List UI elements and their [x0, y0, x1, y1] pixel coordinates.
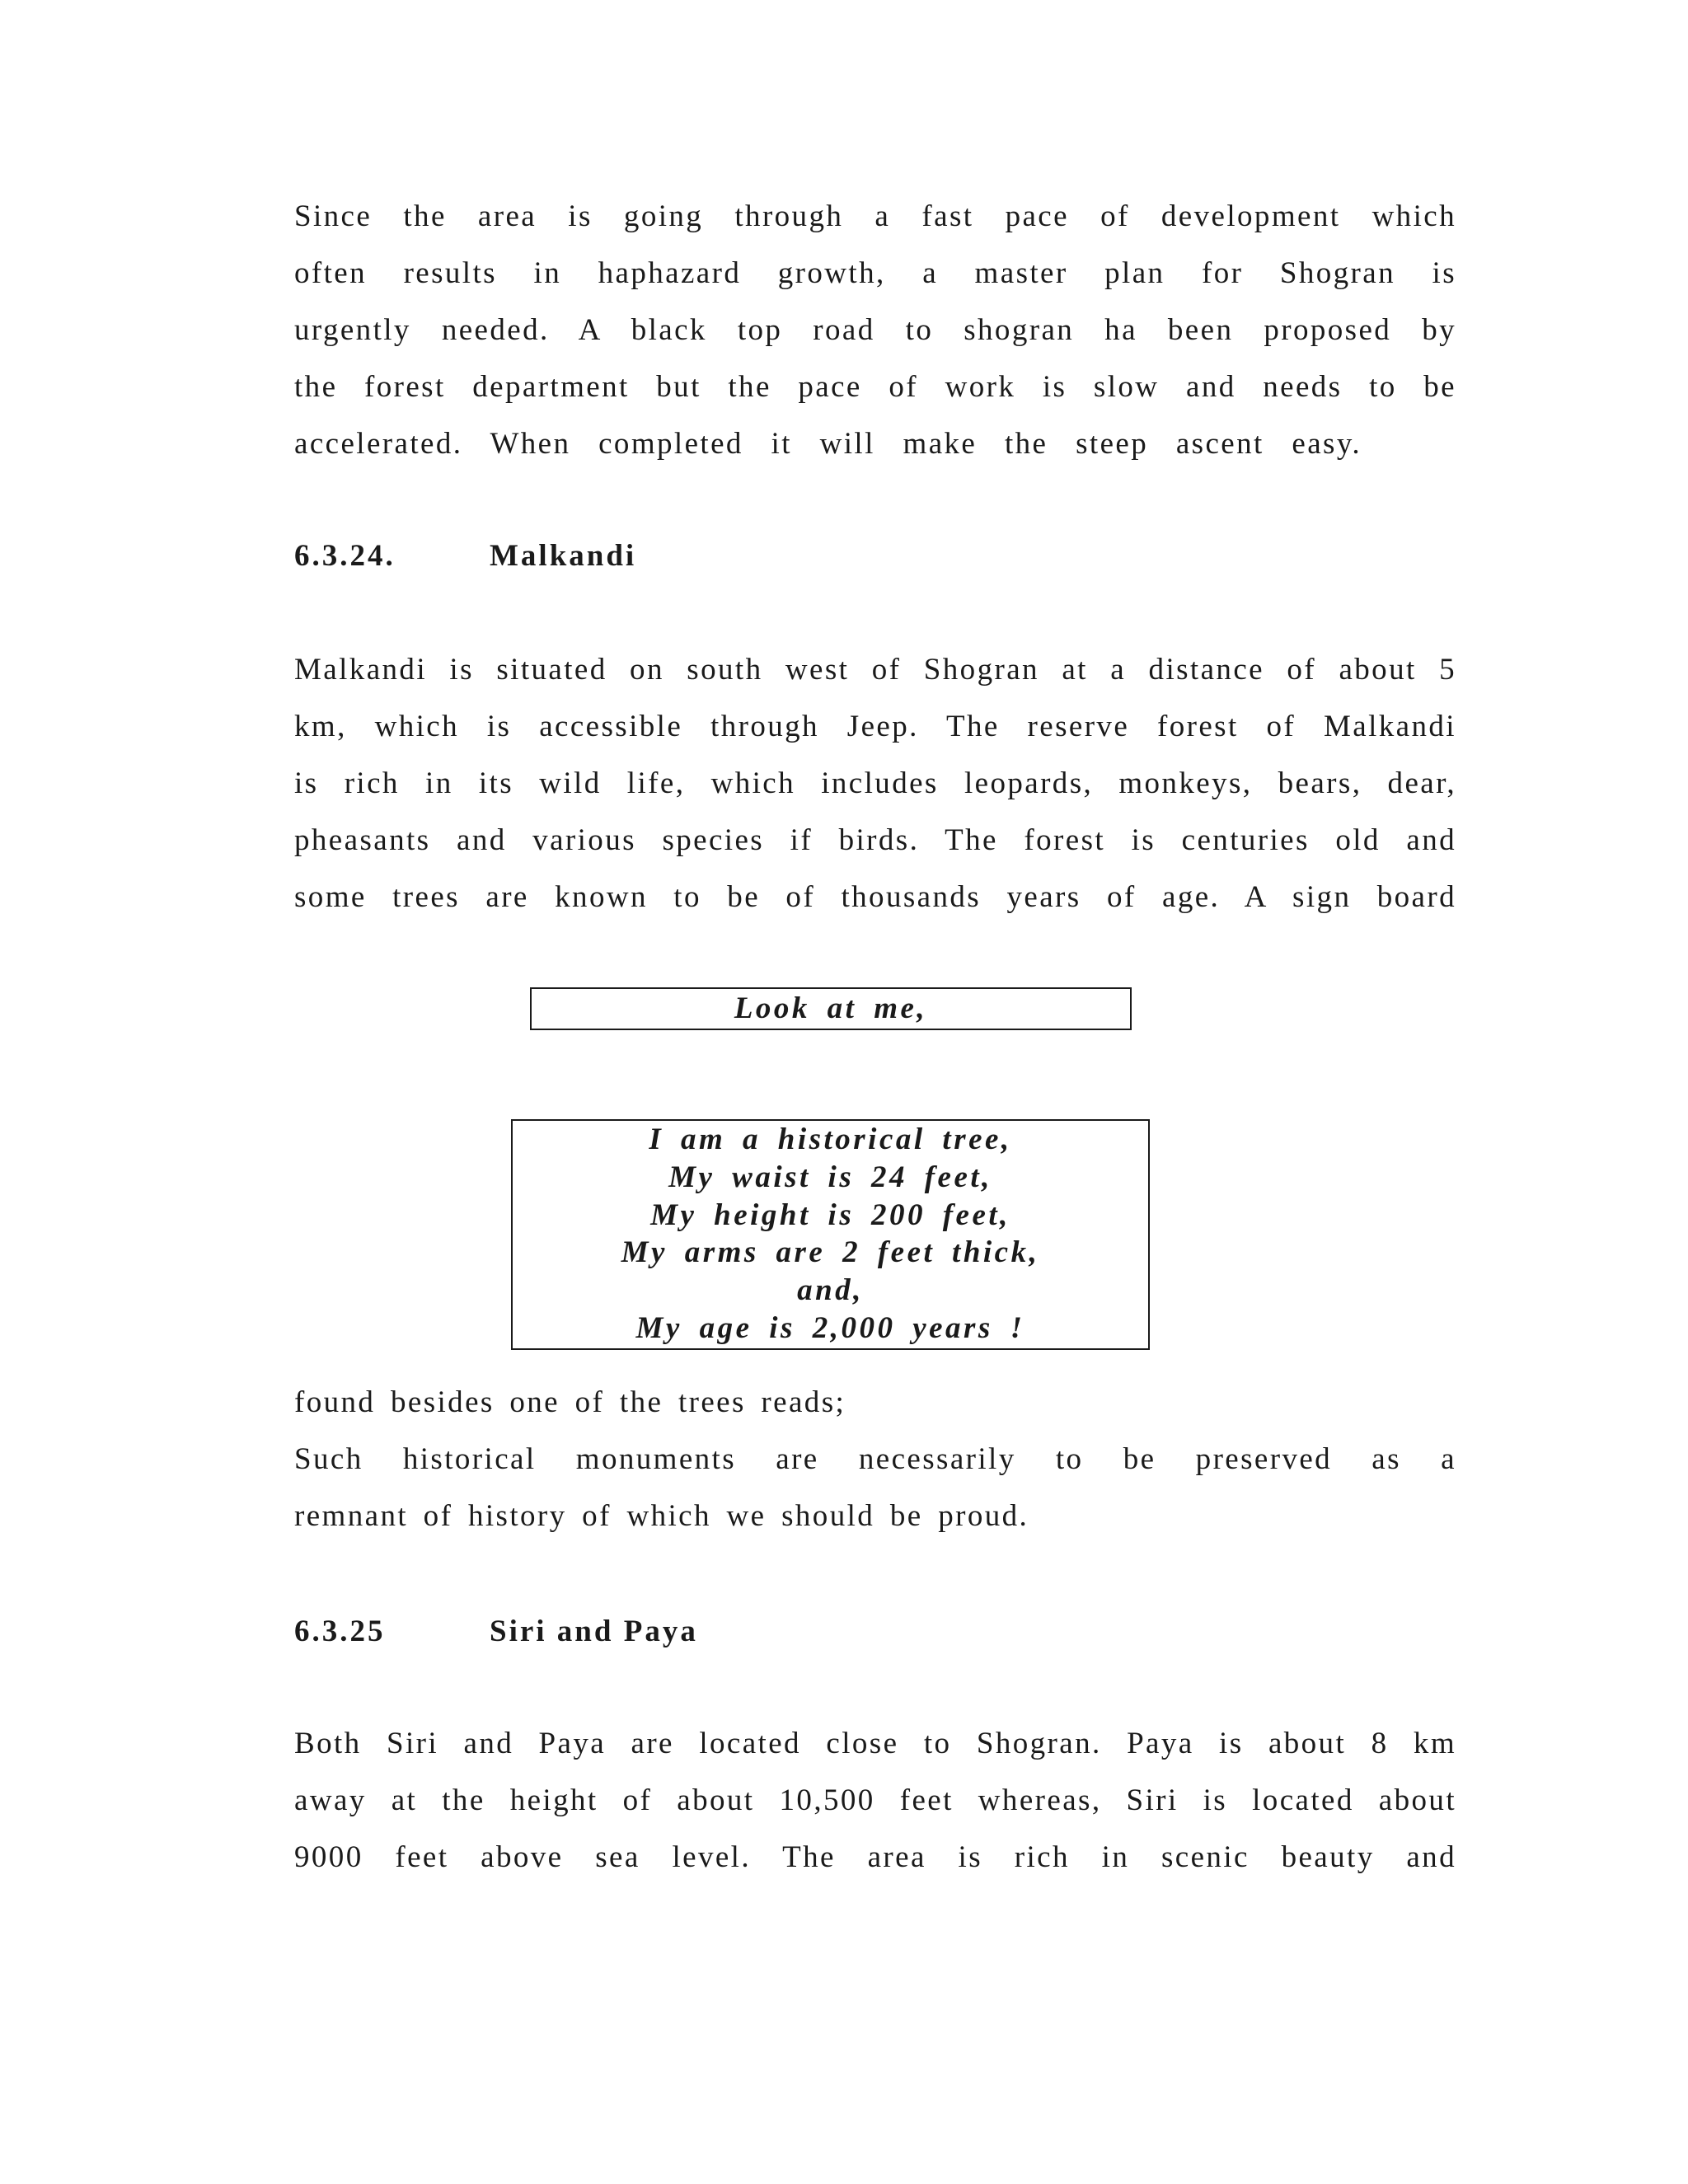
- sign-board-line: and,: [797, 1273, 864, 1308]
- sign-board-header: Look at me,: [734, 991, 928, 1025]
- paragraph-line: away at the height of about 10,500 feet whereas, Siri is located about: [294, 1783, 1456, 1817]
- paragraph-line: the forest department but the pace of work is slow and needs to be: [294, 370, 1456, 404]
- paragraph-malkandi: [294, 641, 1456, 926]
- paragraph-line: accelerated. When completed it will make the steep ascent easy.: [294, 427, 1362, 461]
- section-title: Malkandi: [490, 539, 637, 573]
- sign-board-line: My age is 2,000 years !: [635, 1310, 1025, 1345]
- paragraph-line: Since the area is going through a fast pace of development which: [294, 199, 1456, 233]
- sign-board-header-box: [530, 987, 1132, 1030]
- section-number: 6.3.25: [294, 1615, 386, 1648]
- section-heading-malkandi: [294, 532, 636, 581]
- paragraph-line: often results in haphazard growth, a master plan for Shogran is: [294, 256, 1456, 290]
- paragraph-line: km, which is accessible through Jeep. The reserve forest of Malkandi: [294, 710, 1456, 743]
- sign-board-line: My height is 200 feet,: [650, 1197, 1010, 1232]
- paragraph-line: Malkandi is situated on south west of Shogran at a distance of about 5: [294, 653, 1456, 687]
- section-number: 6.3.24.: [294, 539, 396, 573]
- paragraph-line: Both Siri and Paya are located close to Shogran. Paya is about 8 km: [294, 1727, 1456, 1760]
- sign-board-box: [511, 1119, 1150, 1350]
- paragraph-historical-monuments: [294, 1374, 1456, 1544]
- paragraph-line: some trees are known to be of thousands years of age. A sign board: [294, 880, 1456, 914]
- paragraph-line: urgently needed. A black top road to shogran ha been proposed by: [294, 313, 1456, 347]
- section-title: Siri and Paya: [490, 1615, 698, 1648]
- paragraph-line: found besides one of the trees reads;: [294, 1385, 846, 1419]
- paragraph-line: is rich in its wild life, which includes leopards, monkeys, bears, dear,: [294, 766, 1456, 800]
- section-heading-siri-paya: [294, 1607, 698, 1657]
- sign-board-line: My arms are 2 feet thick,: [621, 1235, 1040, 1270]
- paragraph-siri-paya: [294, 1715, 1456, 1886]
- paragraph-line: pheasants and various species if birds. The forest is centuries old and: [294, 823, 1456, 857]
- sign-board-line: My waist is 24 feet,: [668, 1160, 992, 1194]
- sign-board-line: I am a historical tree,: [649, 1122, 1012, 1156]
- paragraph-shogran-development: [294, 188, 1456, 472]
- paragraph-line: 9000 feet above sea level. The area is rich in scenic beauty and: [294, 1840, 1456, 1874]
- paragraph-line: remnant of history of which we should be proud.: [294, 1499, 1029, 1533]
- paragraph-line: Such historical monuments are necessarily to be preserved as a: [294, 1442, 1456, 1476]
